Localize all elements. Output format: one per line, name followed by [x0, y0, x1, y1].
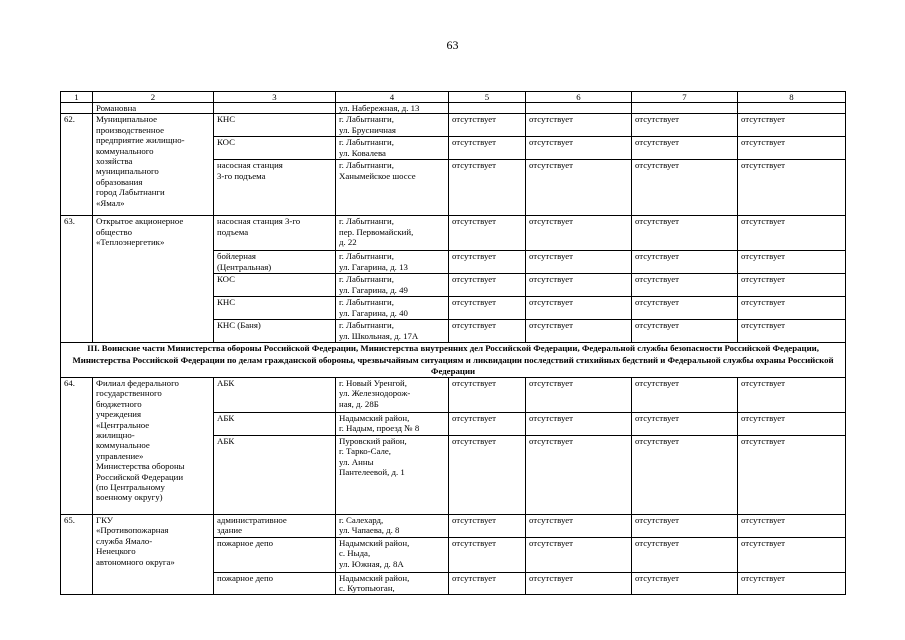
- column-header: 8: [738, 92, 846, 103]
- address-cell: г. Лабытнанги, Ханымейское шоссе: [336, 160, 449, 216]
- value-cell: отсутствует: [632, 436, 738, 515]
- value-cell: отсутствует: [526, 137, 632, 160]
- address-cell: ул. Набережная, д. 13: [336, 103, 449, 114]
- row-number-cell: 63.: [61, 216, 93, 343]
- value-cell: отсутствует: [632, 515, 738, 538]
- value-cell: отсутствует: [738, 251, 846, 274]
- address-cell: г. Лабытнанги, ул. Школьная, д. 17А: [336, 320, 449, 343]
- value-cell: отсутствует: [632, 378, 738, 413]
- value-cell: отсутствует: [632, 320, 738, 343]
- table-row: [61, 114, 846, 137]
- value-cell: отсутствует: [526, 297, 632, 320]
- value-cell: отсутствует: [449, 320, 526, 343]
- object-cell: КОС: [214, 274, 336, 297]
- value-cell: [632, 103, 738, 114]
- value-cell: отсутствует: [449, 413, 526, 436]
- row-number-cell: [61, 103, 93, 114]
- value-cell: отсутствует: [738, 274, 846, 297]
- value-cell: отсутствует: [738, 297, 846, 320]
- table-header-row: [61, 92, 846, 103]
- table-row: [61, 378, 846, 413]
- row-number-cell: 64.: [61, 378, 93, 515]
- value-cell: отсутствует: [632, 251, 738, 274]
- value-cell: отсутствует: [738, 137, 846, 160]
- column-header: 2: [93, 92, 214, 103]
- value-cell: отсутствует: [449, 137, 526, 160]
- address-cell: г. Лабытнанги, пер. Первомайский, д. 22: [336, 216, 449, 251]
- value-cell: отсутствует: [449, 160, 526, 216]
- object-cell: насосная станция 3-го подъема: [214, 160, 336, 216]
- section-heading-row: [61, 343, 846, 378]
- object-cell: КНС (Баня): [214, 320, 336, 343]
- object-cell: АБК: [214, 436, 336, 515]
- object-cell: КОС: [214, 137, 336, 160]
- section-heading: III. Воинские части Министерства обороны Российской Федерации, Министерства внутренних дел Российской Федерации, Федеральной службы безопасности Российской Федерации, Министерства Российской Федерации по делам гражданской обороны, чрезвычайным ситуациям и ликвидации последствий стихийных бедствий и Федеральной службы охраны Российской Федерации: [61, 343, 846, 378]
- table-row-continuation: [61, 103, 846, 114]
- value-cell: отсутствует: [738, 320, 846, 343]
- row-number-cell: 62.: [61, 114, 93, 216]
- organization-cell: Открытое акционерное общество «Теплоэнергетик»: [93, 216, 214, 343]
- value-cell: отсутствует: [632, 160, 738, 216]
- value-cell: отсутствует: [449, 251, 526, 274]
- column-header: 3: [214, 92, 336, 103]
- address-cell: г. Салехард, ул. Чапаева, д. 8: [336, 515, 449, 538]
- value-cell: отсутствует: [449, 436, 526, 515]
- value-cell: [738, 103, 846, 114]
- object-cell: АБК: [214, 378, 336, 413]
- value-cell: отсутствует: [526, 251, 632, 274]
- value-cell: отсутствует: [738, 216, 846, 251]
- organization-cell: Филиал федерального государственного бюджетного учреждения «Центральное жилищно- коммунальное управление» Министерства обороны Российской Федерации (по Центральному военному округу): [93, 378, 214, 515]
- value-cell: отсутствует: [738, 538, 846, 573]
- value-cell: отсутствует: [632, 538, 738, 573]
- value-cell: отсутствует: [632, 114, 738, 137]
- value-cell: отсутствует: [632, 297, 738, 320]
- value-cell: отсутствует: [738, 573, 846, 595]
- value-cell: отсутствует: [738, 515, 846, 538]
- value-cell: отсутствует: [738, 378, 846, 413]
- organization-cell: ГКУ «Противопожарная служба Ямало- Ненецкого автономного округа»: [93, 515, 214, 595]
- organization-cell: Муниципальное производственное предприятие жилищно- коммунального хозяйства муниципального образования город Лабытнанги «Ямал»: [93, 114, 214, 216]
- value-cell: отсутствует: [526, 274, 632, 297]
- value-cell: отсутствует: [449, 114, 526, 137]
- object-cell: [214, 103, 336, 114]
- value-cell: отсутствует: [632, 274, 738, 297]
- address-cell: г. Лабытнанги, ул. Брусничная: [336, 114, 449, 137]
- value-cell: отсутствует: [449, 216, 526, 251]
- value-cell: отсутствует: [526, 378, 632, 413]
- value-cell: отсутствует: [632, 573, 738, 595]
- value-cell: отсутствует: [738, 114, 846, 137]
- object-cell: бойлерная (Центральная): [214, 251, 336, 274]
- object-cell: КНС: [214, 297, 336, 320]
- value-cell: отсутствует: [632, 216, 738, 251]
- value-cell: отсутствует: [526, 114, 632, 137]
- column-header: 5: [449, 92, 526, 103]
- value-cell: отсутствует: [526, 436, 632, 515]
- object-cell: пожарное депо: [214, 538, 336, 573]
- address-cell: Надымский район, г. Надым, проезд № 8: [336, 413, 449, 436]
- value-cell: отсутствует: [526, 216, 632, 251]
- value-cell: отсутствует: [449, 538, 526, 573]
- value-cell: отсутствует: [632, 137, 738, 160]
- object-cell: административное здание: [214, 515, 336, 538]
- value-cell: отсутствует: [449, 274, 526, 297]
- address-cell: Пуровский район, г. Тарко-Сале, ул. Анны Пантелеевой, д. 1: [336, 436, 449, 515]
- row-number-cell: 65.: [61, 515, 93, 595]
- value-cell: отсутствует: [526, 320, 632, 343]
- object-cell: пожарное депо: [214, 573, 336, 595]
- column-header: 4: [336, 92, 449, 103]
- value-cell: [449, 103, 526, 114]
- address-cell: Надымский район, с. Ныда, ул. Южная, д. 8А: [336, 538, 449, 573]
- value-cell: [526, 103, 632, 114]
- document-table: [60, 91, 846, 595]
- table-row: [61, 216, 846, 251]
- value-cell: отсутствует: [738, 436, 846, 515]
- value-cell: отсутствует: [526, 413, 632, 436]
- value-cell: отсутствует: [632, 413, 738, 436]
- address-cell: г. Лабытнанги, ул. Гагарина, д. 40: [336, 297, 449, 320]
- value-cell: отсутствует: [526, 515, 632, 538]
- object-cell: КНС: [214, 114, 336, 137]
- page-number: 63: [446, 38, 459, 52]
- column-header: 6: [526, 92, 632, 103]
- value-cell: отсутствует: [526, 573, 632, 595]
- column-header: 7: [632, 92, 738, 103]
- value-cell: отсутствует: [738, 413, 846, 436]
- value-cell: отсутствует: [526, 538, 632, 573]
- value-cell: отсутствует: [449, 297, 526, 320]
- column-header: 1: [61, 92, 93, 103]
- organization-cell: Романовна: [93, 103, 214, 114]
- address-cell: Надымский район, с. Кутопьюган,: [336, 573, 449, 595]
- value-cell: отсутствует: [738, 160, 846, 216]
- address-cell: г. Новый Уренгой, ул. Железнодорож- ная, д. 28Б: [336, 378, 449, 413]
- value-cell: отсутствует: [449, 515, 526, 538]
- object-cell: насосная станция 3-го подъема: [214, 216, 336, 251]
- value-cell: отсутствует: [526, 160, 632, 216]
- value-cell: отсутствует: [449, 378, 526, 413]
- object-cell: АБК: [214, 413, 336, 436]
- address-cell: г. Лабытнанги, ул. Гагарина, д. 49: [336, 274, 449, 297]
- value-cell: отсутствует: [449, 573, 526, 595]
- address-cell: г. Лабытнанги, ул. Ковалева: [336, 137, 449, 160]
- table-row: [61, 515, 846, 538]
- address-cell: г. Лабытнанги, ул. Гагарина, д. 13: [336, 251, 449, 274]
